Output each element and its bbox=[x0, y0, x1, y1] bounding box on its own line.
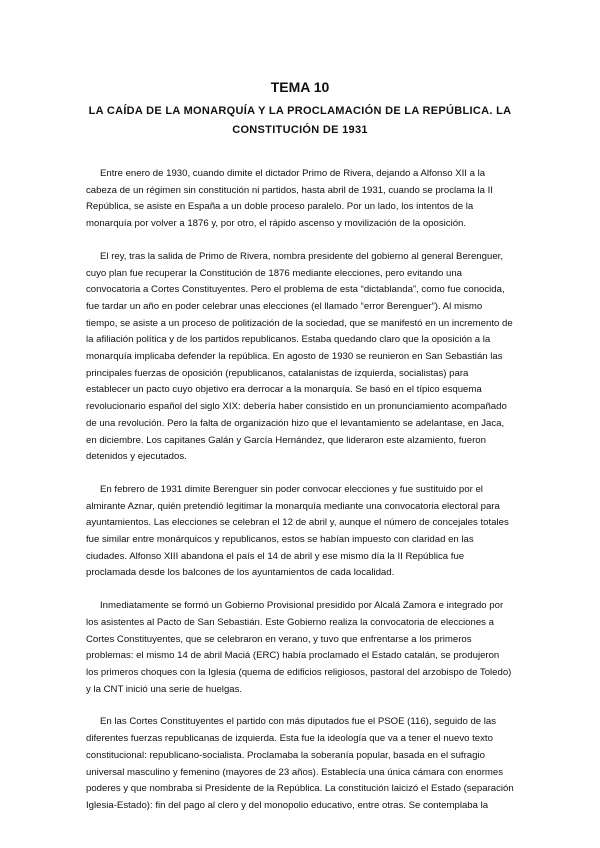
paragraph-2: El rey, tras la salida de Primo de Rivera, nombra presidente del gobierno al general Berenguer, cuyo plan fue recuperar la Constitución de 1876 mediante elecciones, pero evitando una convocatoria a Cortes Constituyentes. Pero el problema de esta “dictablanda”, como fue conocida, fue tardar un año en poder celebrar unas elecciones (el llamado “error Berenguer”). Al mismo tiempo, se asiste a un proceso de politización de la sociedad, que se manifestó en un incremento de la afiliación política y de los partidos republicanos. Estaba quedando claro que la oposición a la monarquía implicaba defender la república. En agosto de 1930 se reunieron en San Sebastián las principales fuerzas de oposición (republicanos, catalanistas de izquierda, socialistas) para establecer un pacto cuyo objetivo era derrocar a la monarquía. Se basó en el típico esquema revolucionario español del siglo XIX: debería haber consistido en un pronunciamiento acompañado de una revolución. Pero la falta de organización hizo que el levantamiento se adelantase, en Jaca, en diciembre. Los capitanes Galán y García Hernández, que lideraron este alzamiento, fueron detenidos y ejecutados. bbox=[86, 250, 513, 463]
document-title: TEMA 10 bbox=[270, 79, 330, 95]
paragraph-4: Inmediatamente se formó un Gobierno Provisional presidido por Alcalá Zamora e integrado por los asistentes al Pacto de San Sebastián. Este Gobierno realiza la convocatoria de elecciones a Cortes Constituyentes, que se celebraron en verano, y tuvo que enfrentarse a los primeros problemas: el mismo 14 de abril Maciá (ERC) había proclamado el Estado catalán, se produjeron los primeros choques con la Iglesia (quema de edificios religiosos, pastoral del arzobispo de Toledo) y la CNT inició una serie de huelgas. bbox=[86, 600, 512, 695]
paragraph-3: En febrero de 1931 dimite Berenguer sin poder convocar elecciones y fue sustituido por el almirante Aznar, quién pretendió legitimar la monarquía mediante una convocatoria electoral para ayuntamientos. Las elecciones se celebran el 12 de abril y, aunque el número de concejales totales fue similar entre monárquicos y republicanos, estos se habían impuesto con claridad en las ciudades. Alfonso XIII abandona el país el 14 de abril y ese mismo día la II República fue proclamada desde los balcones de los ayuntamientos de cada localidad. bbox=[86, 483, 509, 579]
paragraph-1: Entre enero de 1930, cuando dimite el dictador Primo de Rivera, dejando a Alfonso XII a la cabeza de un régimen sin constitución ni partidos, hasta abril de 1931, cuando se proclama la II República, se asiste en España a un doble proceso paralelo. Por un lado, los intentos de la monarquía por volver a 1876 y, por otro, el rápido ascenso y movilización de la oposición. bbox=[86, 168, 493, 230]
paragraph-5: En las Cortes Constituyentes el partido con más diputados fue el PSOE (116), seguido de las diferentes fuerzas republicanas de izquierda. Esta fue la ideología que va a tener el nuevo texto constitucional: republicano-socialista. Proclamaba la soberanía popular, basada en el sufragio universal masculino y femenino (mayores de 23 años). Establecía una única cámara con enormes poderes y que nombraba si Presidente de la República. La constitución laicizó el Estado (separación Iglesia-Estado): fin del pago al clero y del monopolio educativo, entre otras. Se contemplaba la bbox=[86, 716, 514, 811]
document-subtitle: LA CAÍDA DE LA MONARQUÍA Y LA PROCLAMACIÓN DE LA REPÚBLICA. LA CONSTITUCIÓN DE 1931 bbox=[88, 105, 512, 136]
